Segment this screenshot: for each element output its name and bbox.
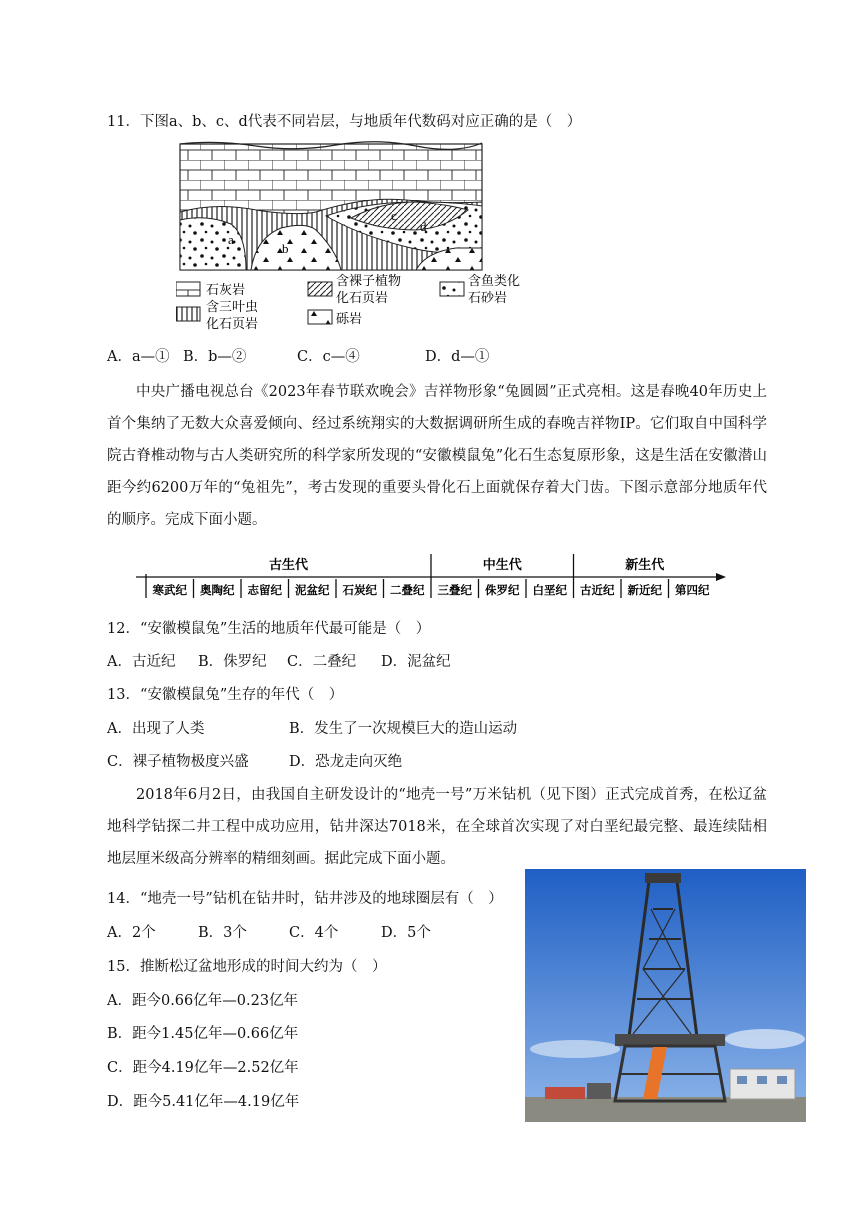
timeline-period-3: 泥盆纪 [295, 583, 330, 597]
timeline-era-1: 中生代 [482, 558, 522, 573]
q15-option-a: A．距今0.66亿年—0.23亿年 [107, 993, 299, 1009]
legend-fish-2: 石砂岩 [468, 291, 508, 306]
geologic-timeline [130, 552, 730, 602]
timeline-period-5: 二叠纪 [390, 583, 425, 597]
legend-conglomerate-swatch [308, 310, 332, 324]
legend-gymnosperm-1: 含裸子植物 [336, 274, 402, 289]
legend-limestone-swatch [176, 282, 200, 296]
q12-option-d: D．泥盆纪 [381, 654, 451, 670]
q15-stem: 15．推断松辽盆地形成的时间大约为（ ） [107, 959, 387, 975]
layer-a-label: a [228, 232, 234, 247]
q14-option-b: B．3个 [198, 925, 247, 941]
q13-option-c: C．裸子植物极度兴盛 [107, 754, 249, 770]
legend-trilobite-2: 化石页岩 [206, 317, 259, 332]
strata-diagram [176, 140, 536, 335]
q11-option-c: C．c—④ [297, 349, 360, 365]
q15-option-b: B．距今1.45亿年—0.66亿年 [107, 1026, 299, 1042]
legend-trilobite-swatch [176, 307, 200, 321]
intro-paragraph-drill: 2018年6月2日，由我国自主研发设计的“地壳一号”万米钻机（见下图）正式完成首秀，在松辽盆地科学钻探二井工程中成功应用，钻井深达7018米，在全球首次实现了对白垩纪最完整、最连续陆相地层厘米级高分辨率的精细刻画。据此完成下面小题。 [107, 787, 767, 867]
layer-c-label: c [391, 208, 397, 223]
timeline-era-2: 新生代 [625, 558, 665, 573]
q13-option-a: A．出现了人类 [107, 721, 205, 737]
q14-option-a: A．2个 [107, 925, 156, 941]
q13-option-b: B．发生了一次规模巨大的造山运动 [289, 721, 518, 737]
timeline-period-6: 三叠纪 [437, 583, 472, 597]
timeline-period-11: 第四纪 [675, 583, 710, 597]
q13-stem: 13．“安徽模鼠兔”生存的年代（ ） [107, 687, 344, 703]
q14-option-c: C．4个 [289, 925, 339, 941]
q12-stem: 12．“安徽模鼠兔”生活的地质年代最可能是（ ） [107, 621, 431, 637]
q14-stem: 14．“地壳一号”钻机在钻井时，钻井涉及的地球圈层有（ ） [107, 891, 503, 907]
legend-trilobite-1: 含三叶虫 [206, 300, 259, 315]
legend-gymnosperm-swatch [308, 282, 332, 296]
legend-gymnosperm-2: 化石页岩 [336, 291, 389, 306]
q14-option-d: D．5个 [381, 925, 431, 941]
legend-fish-1: 含鱼类化 [468, 274, 521, 289]
q11-stem: 11．下图a、b、c、d代表不同岩层，与地质年代数码对应正确的是（ ） [107, 114, 582, 130]
q11-option-a: A．a—① [107, 349, 170, 365]
q12-option-a: A．古近纪 [107, 654, 176, 670]
q13-option-d: D．恐龙走向灭绝 [289, 754, 403, 770]
q12-option-c: C．二叠纪 [287, 654, 357, 670]
timeline-era-0: 古生代 [268, 558, 309, 573]
timeline-period-8: 白垩纪 [532, 583, 567, 597]
timeline-period-9: 古近纪 [580, 583, 615, 597]
timeline-period-0: 寒武纪 [152, 583, 187, 597]
legend-fish-swatch [440, 282, 464, 296]
q15-option-c: C．距今4.19亿年—2.52亿年 [107, 1060, 299, 1076]
timeline-period-1: 奥陶纪 [200, 583, 235, 597]
legend-limestone: 石灰岩 [206, 283, 246, 298]
q15-option-d: D．距今5.41亿年—4.19亿年 [107, 1094, 300, 1110]
drilling-rig-photo [525, 869, 806, 1122]
q11-option-d: D．d—① [425, 349, 490, 365]
timeline-period-2: 志留纪 [247, 583, 282, 597]
layer-b-label: b [282, 241, 289, 256]
intro-paragraph-rabbit: 中央广播电视总台《2023年春节联欢晚会》吉祥物形象“兔圆圆”正式亮相。这是春晚40年历史上首个集纳了无数大众喜爱倾向、经过系统翔实的大数据调研所生成的春晚吉祥物IP。它们取自中国科学院古脊椎动物与古人类研究所的科学家所发现的“安徽模鼠兔”化石生态复原形象，这是生活在安徽潜山距今约6200万年的“兔祖先”，考古发现的重要头骨化石上面就保存着大门齿。下图示意部分地质年代的顺序。完成下面小题。 [107, 384, 767, 528]
layer-d-label: d [420, 219, 427, 234]
timeline-period-10: 新近纪 [627, 583, 662, 597]
legend-conglomerate: 砾岩 [336, 312, 363, 327]
q11-option-b: B．b—② [183, 349, 247, 365]
timeline-period-7: 侏罗纪 [485, 583, 520, 597]
q12-option-b: B．侏罗纪 [198, 654, 267, 670]
timeline-period-4: 石炭纪 [342, 583, 377, 597]
